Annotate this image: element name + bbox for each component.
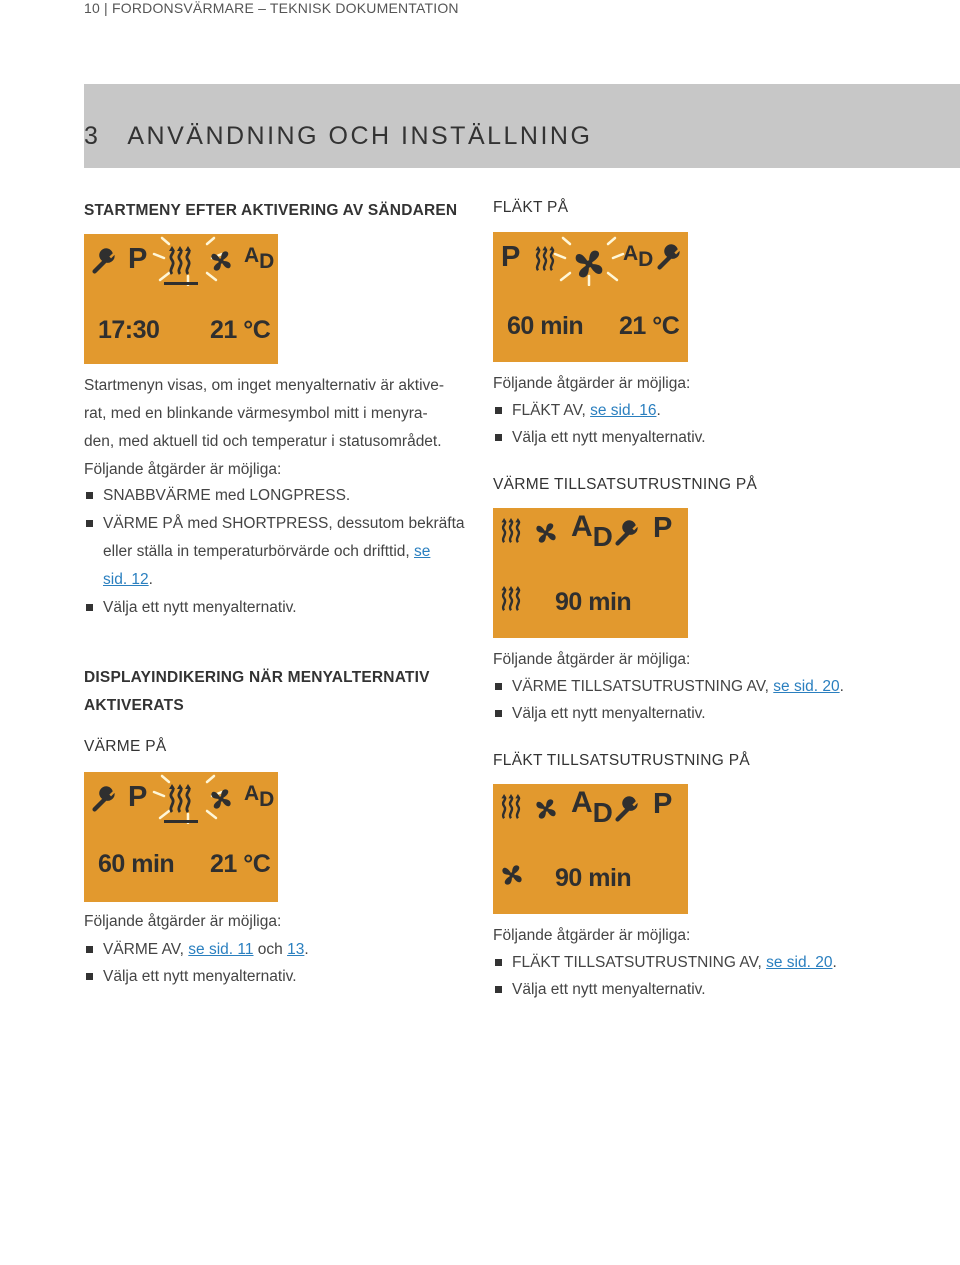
varme-bullet-list	[84, 936, 474, 990]
flakt-intro: Följande åtgärder är möjliga:	[493, 375, 691, 392]
wrench-icon	[615, 796, 641, 822]
heat-underline	[164, 820, 198, 823]
varme-display	[84, 772, 278, 902]
display-ad: $A_D$	[244, 244, 275, 273]
link-page-12-part1[interactable]: se	[414, 543, 431, 560]
flakt-tillsats-heading: FLÄKT TILLSATSUTRUSTNING PÅ	[493, 752, 751, 769]
display-temperature: 21 °C	[210, 316, 271, 344]
wrench-icon	[92, 248, 118, 274]
display-runtime: 60 min	[98, 850, 175, 878]
flakt-display	[493, 232, 688, 362]
bullet-item: Välja ett nytt menyalternativ.	[493, 700, 943, 727]
wrench-icon	[657, 244, 683, 270]
link-page-13[interactable]: 13	[287, 941, 305, 958]
bullet-item: Välja ett nytt menyalternativ.	[84, 963, 474, 990]
flakt-bullet-list	[493, 397, 933, 451]
display-ad: $A_D$	[571, 510, 613, 552]
start-menu-heading: STARTMENY EFTER AKTIVERING AV SÄNDAREN	[84, 202, 458, 219]
varme-tillsats-display	[493, 508, 688, 638]
display-ad: $A_D$	[244, 782, 275, 811]
bullet-item: Välja ett nytt menyalternativ.	[84, 594, 474, 622]
start-bullet-list	[84, 482, 474, 622]
vt-bullet-list	[493, 673, 943, 727]
link-page-16[interactable]: se sid. 16	[590, 402, 657, 419]
fan-icon	[533, 796, 559, 822]
bullet-item: Välja ett nytt menyalternativ.	[493, 424, 933, 451]
ft-bullet-list	[493, 949, 943, 1003]
heat-icon	[499, 794, 523, 820]
bullet-item: FLÄKT AV, se sid. 16.	[493, 397, 933, 424]
ft-intro: Följande åtgärder är möjliga:	[493, 927, 691, 944]
heat-icon	[166, 246, 194, 276]
flakt-pa-heading: FLÄKT PÅ	[493, 199, 569, 216]
display-runtime: 60 min	[507, 312, 584, 340]
varme-tillsats-heading: VÄRME TILLSATSUTRUSTNING PÅ	[493, 476, 758, 493]
link-page-20[interactable]: se sid. 20	[773, 678, 840, 695]
bullet-item: VÄRME TILLSATSUTRUSTNING AV, se sid. 20.	[493, 673, 943, 700]
bullet-item: VÄRME AV, se sid. 11 och 13.	[84, 936, 474, 963]
display-p: P	[128, 781, 148, 813]
display-p: P	[653, 512, 673, 544]
heat-icon	[499, 586, 523, 612]
running-header: 10 | FORDONSVÄRMARE – TEKNISK DOKUMENTATION	[84, 0, 459, 16]
link-page-20[interactable]: se sid. 20	[766, 954, 833, 971]
fan-icon	[571, 246, 607, 282]
bullet-item: VÄRME PÅ med SHORTPRESS, dessutom bekräfta eller ställa in temperaturbörvärde och drifttid, se sid. 12.	[84, 510, 474, 594]
display-temperature: 21 °C	[619, 312, 680, 340]
bullet-item: SNABBVÄRME med LONGPRESS.	[84, 482, 474, 510]
display-time: 17:30	[98, 316, 160, 344]
fan-icon	[499, 862, 525, 888]
varme-pa-heading: VÄRME PÅ	[84, 738, 167, 755]
heat-icon	[166, 784, 194, 814]
heat-underline	[164, 282, 198, 285]
vt-intro: Följande åtgärder är möjliga:	[493, 651, 691, 668]
para-line: den, med aktuell tid och temperatur i statusområdet.	[84, 433, 442, 450]
display-ad: $A_D$	[571, 786, 613, 828]
start-paragraph	[84, 372, 464, 484]
bullet-item: FLÄKT TILLSATSUTRUSTNING AV, se sid. 20.	[493, 949, 943, 976]
start-display	[84, 234, 278, 364]
display-ad: $A_D$	[623, 242, 654, 271]
display-temperature: 21 °C	[210, 850, 271, 878]
chapter-title: 3 ANVÄNDNING OCH INSTÄLLNING	[84, 122, 593, 150]
fan-icon	[208, 786, 234, 812]
flakt-tillsats-display	[493, 784, 688, 914]
fan-icon	[208, 248, 234, 274]
wrench-icon	[615, 520, 641, 546]
display-p: P	[653, 788, 673, 820]
fan-icon	[533, 520, 559, 546]
wrench-icon	[92, 786, 118, 812]
link-page-12[interactable]: sid. 12	[103, 571, 149, 588]
display-runtime: 90 min	[555, 588, 632, 616]
heat-icon	[499, 518, 523, 544]
bullet-item: Välja ett nytt menyalternativ.	[493, 976, 943, 1003]
display-runtime: 90 min	[555, 864, 632, 892]
para-line: Följande åtgärder är möjliga:	[84, 461, 282, 478]
para-line: Startmenyn visas, om inget menyalternativ är aktive-	[84, 377, 445, 394]
display-indication-heading: DISPLAYINDIKERING NÄR MENYALTERNATIV AKTIVERATS	[84, 669, 430, 714]
varme-intro: Följande åtgärder är möjliga:	[84, 913, 282, 930]
display-p: P	[128, 243, 148, 275]
para-line: rat, med en blinkande värmesymbol mitt i menyra-	[84, 405, 428, 422]
display-p: P	[501, 241, 521, 273]
link-page-11[interactable]: se sid. 11	[188, 941, 254, 958]
